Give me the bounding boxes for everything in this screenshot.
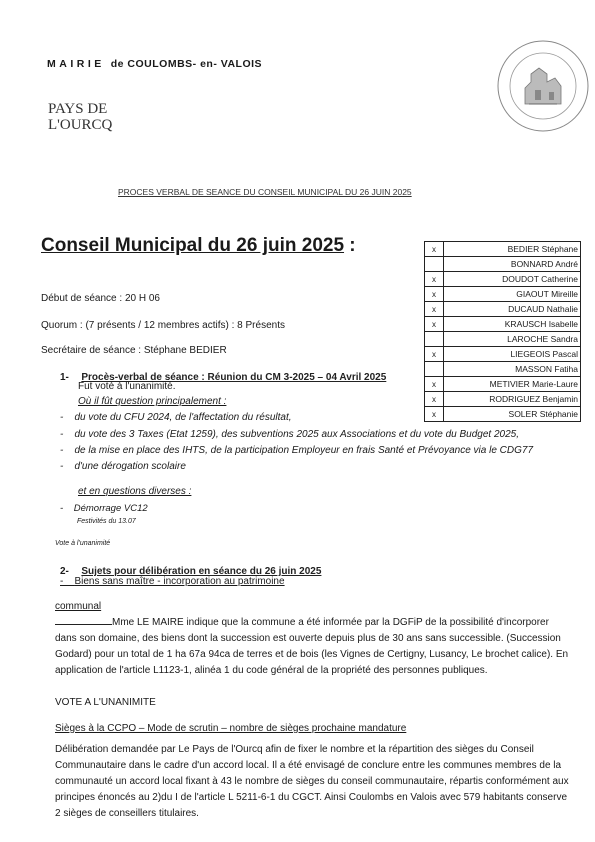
attendance-row <box>425 302 581 317</box>
debut-seance: Début de séance : 20 H 06 <box>41 293 160 304</box>
page-title-suffix: : <box>344 235 356 256</box>
section1-title: Procès-verbal de séance : Réunion du CM 3-2025 – 04 Avril 2025 <box>81 372 387 383</box>
attendance-row <box>425 362 581 377</box>
sieges-title: Sièges à la CCPO – Mode de scrutin – nombre de sièges prochaine mandature <box>55 723 407 734</box>
attendance-row <box>425 332 581 347</box>
attendance-row <box>425 272 581 287</box>
pays-de-lourcq-logo <box>48 102 112 133</box>
mairie-word: MAIRIE <box>47 58 105 70</box>
attendance-row <box>425 392 581 407</box>
secretaire-seance: Secrétaire de séance : Stéphane BEDIER <box>41 345 227 356</box>
attendance-row <box>425 242 581 257</box>
attendance-row <box>425 347 581 362</box>
attendance-name: GIAOUT Mireille <box>444 287 581 302</box>
attendance-name: LIEGEOIS Pascal <box>444 347 581 362</box>
attendance-mark: x <box>425 302 444 317</box>
section1-number: 1- <box>60 372 69 383</box>
list-item: - du vote du CFU 2024, de l'affectation du résultat, <box>60 412 292 423</box>
list-item: - de la mise en place des IHTS, de la participation Employeur en frais Santé et Prévoyance via le CDG77 <box>60 445 534 456</box>
attendance-mark: x <box>425 242 444 257</box>
diverses-sub: Festivités du 13.07 <box>77 518 136 525</box>
vote-unanimite-small: Vote à l'unanimité <box>55 540 111 547</box>
attendance-mark <box>425 332 444 347</box>
vote-unanimite: VOTE A L'UNANIMITE <box>55 697 156 708</box>
diverses-item: - Démorrage VC12 <box>60 503 148 514</box>
attendance-row <box>425 287 581 302</box>
paragraph-indent-line <box>55 614 112 625</box>
attendance-mark: x <box>425 347 444 362</box>
sieges-paragraph: Délibération demandée par Le Pays de l'Ourcq afin de fixer le nombre et la répartition des sièges du Conseil Communautaire dans le cadre d'un accord local. Il a été envisagé de conclure entre les communes membres de la communauté un accord local fixant à 43 le nombre de sièges du conseil communautaire, répartis conformément aux principes énoncés au 2)du I de l'article L 5211-6-1 du CGCT. Ainsi Coulombs en Valois avec 579 habitants conserve 2 sièges de conseillers titulaires. <box>55 744 569 819</box>
attendance-name: DUCAUD Nathalie <box>444 302 581 317</box>
biens-sans-maitre-cont: communal <box>55 601 102 612</box>
attendance-mark <box>425 257 444 272</box>
attendance-mark: x <box>425 287 444 302</box>
logo-line2: L'OURCQ <box>48 117 113 133</box>
section1-subtitle: Où il fût question principalement : <box>78 396 227 407</box>
mairie-seal-stamp <box>495 38 591 134</box>
attendance-mark: x <box>425 377 444 392</box>
section2-number: 2- <box>60 566 69 577</box>
attendance-name: MASSON Fatiha <box>444 362 581 377</box>
section2-title: Sujets pour délibération en séance du 26 juin 2025 <box>81 566 322 577</box>
attendance-name: LAROCHE Sandra <box>444 332 581 347</box>
logo-line1: PAYS DE <box>48 101 108 117</box>
attendance-mark: x <box>425 272 444 287</box>
quorum: Quorum : (7 présents / 12 membres actifs) : 8 Présents <box>41 320 285 331</box>
attendance-row <box>425 377 581 392</box>
pv-title: PROCES VERBAL DE SEANCE DU CONSEIL MUNICIPAL DU 26 JUIN 2025 <box>118 187 412 197</box>
biens-paragraph: Mme LE MAIRE indique que la commune a été informée par la DGFiP de la possibilité d'incorporer dans son domaine, des biens dont la succession est ouverte depuis plus de 30 ans sans successible. (Succession Godard) pour un total de 1 ha 67a 94ca de terres et de bois (les Vignes de Certigny, Lusancy, Le brochet calice). En application de l'article L1123-1, alinéa 1 du code général de la propriété des personnes publiques. <box>55 614 570 679</box>
attendance-mark: x <box>425 317 444 332</box>
attendance-name: BONNARD André <box>444 257 581 272</box>
attendance-name: BEDIER Stéphane <box>444 242 581 257</box>
list-item: - d'une dérogation scolaire <box>60 461 186 472</box>
diverses-title: et en questions diverses : <box>78 486 192 497</box>
attendance-row <box>425 407 581 422</box>
attendance-name: RODRIGUEZ Benjamin <box>444 392 581 407</box>
page-title <box>41 235 356 257</box>
attendance-row <box>425 257 581 272</box>
attendance-name: KRAUSCH Isabelle <box>444 317 581 332</box>
list-item: - du vote des 3 Taxes (Etat 1259), des subventions 2025 aux Associations et du vote du Budget 2025, <box>60 429 520 440</box>
attendance-table <box>424 241 581 422</box>
attendance-name: DOUDOT Catherine <box>444 272 581 287</box>
section1-vote: Fut voté à l'unanimité. <box>78 381 176 392</box>
attendance-mark: x <box>425 392 444 407</box>
biens-sans-maitre-title: - Biens sans maître - incorporation au patrimoine <box>60 576 285 587</box>
attendance-name: SOLER Stéphanie <box>444 407 581 422</box>
attendance-mark: x <box>425 407 444 422</box>
mairie-header <box>47 58 262 70</box>
page-title-text: Conseil Municipal du 26 juin 2025 <box>41 235 345 256</box>
attendance-row <box>425 317 581 332</box>
attendance-name: METIVIER Marie-Laure <box>444 377 581 392</box>
attendance-mark <box>425 362 444 377</box>
mairie-place: de COULOMBS- en- VALOIS <box>110 58 263 70</box>
